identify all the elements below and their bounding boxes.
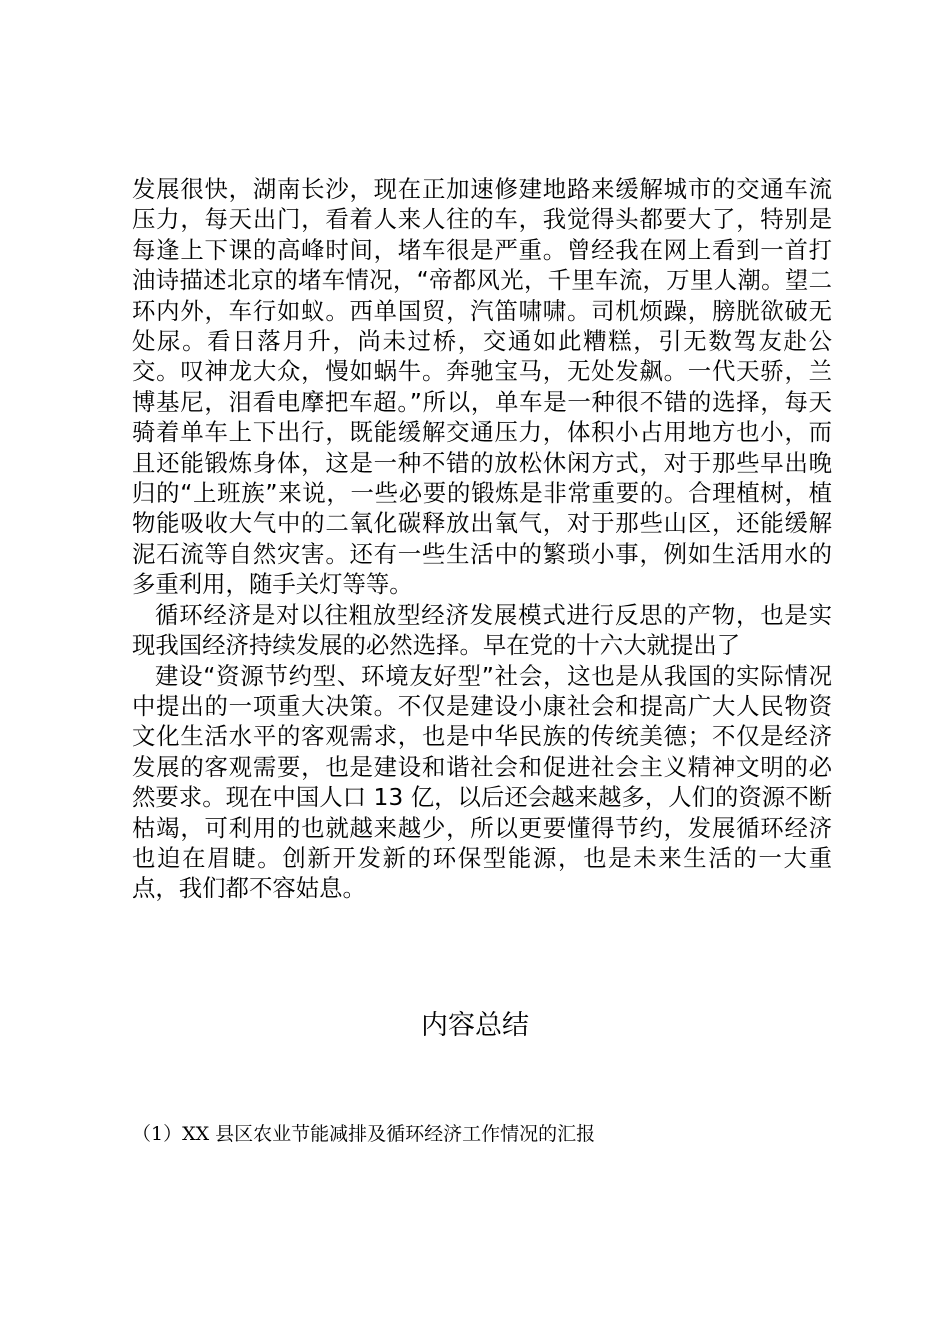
paragraph-resource-saving: 建设“资源节约型、环境友好型”社会，这也是从我国的实际情况中提出的一项重大决策。不仅是建设小康社会和提高广大人民物资文化生活水平的客观需求，也是中华民族的传统美德；不仅是经济发展的客观需要，也是建设和谐社会和促进社会主义精神文明的必然要求。现在中国人口 13 亿，以后还会越来越多，人们的资源不断枯竭，可利用的也就越来越少，所以更要懂得节约，发展循环经济也迫在眉睫。创新开发新的环保型能源，也是未来生活的一大重点，我们都不容姑息。 [132,661,832,903]
summary-item: （1）XX 县区农业节能减排及循环经济工作情况的汇报 [132,1123,596,1145]
summary-title: 内容总结 [421,1010,529,1041]
body-text [132,174,832,904]
paragraph-traffic: 发展很快，湖南长沙，现在正加速修建地路来缓解城市的交通车流压力，每天出门，看着人来人往的车，我觉得头都要大了，特别是每逢上下课的高峰时间，堵车很是严重。曾经我在网上看到一首打油诗描述北京的堵车情况，“帝都风光，千里车流，万里人潮。望二环内外，车行如蚁。西单国贸，汽笛啸啸。司机烦躁，膀胱欲破无处尿。看日落月升，尚未过桥，交通如此糟糕，引无数驾友赴公交。叹神龙大众，慢如蜗牛。奔驰宝马，无处发飙。一代天骄，兰博基尼，泪看电摩把车超。”所以，单车是一种很不错的选择，每天骑着单车上下出行，既能缓解交通压力，体积小占用地方也小，而且还能锻炼身体，这是一种不错的放松休闲方式，对于那些早出晚归的“上班族”来说，一些必要的锻炼是非常重要的。合理植树，植物能吸收大气中的二氧化碳释放出氧气，对于那些山区，还能缓解泥石流等自然灾害。还有一些生活中的繁琐小事，例如生活用水的多重利用，随手关灯等等。 [132,175,832,599]
paragraph-circular-economy: 循环经济是对以往粗放型经济发展模式进行反思的产物，也是实现我国经济持续发展的必然选择。早在党的十六大就提出了 [132,600,832,660]
